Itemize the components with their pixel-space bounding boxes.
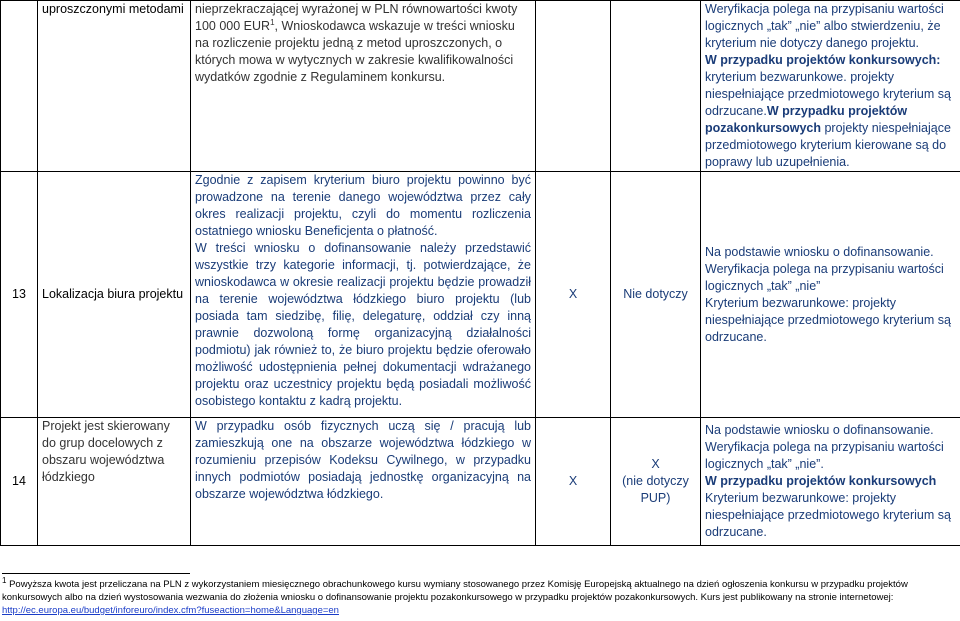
description-text: W treści wniosku o dofinansowanie należy przedstawić wszystkie trzy kategorie informacji, tj. potwierdzające, że wnioskodawca w okresie realizacji projektu będzie prowadził na terenie województwa łódzkiego biuro projektu (lub posiada tam siedzibę, filię, delegaturę, oddział czy inną prawnie dozwoloną formę organizacyjną działalności podmiotu) jak również to, że biuro projektu będzie oferowało możliwość udostępnienia pełnej dokumentacji wdrażanego projektu oraz uczestnicy projektu będą posiadali możliwość osobistego kontaktu z kadrą projektu. [195,241,531,408]
note-text: projekty niespełniające przedmiotowego kryterium kierowane są do poprawy lub uzupełnienia. [705,121,951,169]
row-number: 13 [1,172,38,418]
applies-cell [611,1,701,172]
applies-text: (nie dotyczy PUP) [622,474,689,505]
note-text: Na podstawie wniosku o dofinansowanie. [705,423,934,437]
mark-cell: X [536,172,611,418]
mark-cell: X [536,418,611,546]
note-text: Weryfikacja polega na przypisaniu wartości logicznych „tak” „nie” [705,261,944,293]
mark-cell [536,1,611,172]
applies-cell [611,418,701,546]
note-heading: W przypadku projektów konkursowych [705,474,937,488]
note-text: Weryfikacja polega na przypisaniu wartości logicznych „tak” „nie”. [705,440,944,471]
criterion-description [191,1,536,172]
footnote [2,575,958,617]
criterion-name: Lokalizacja biura projektu [38,172,191,418]
row-number: 14 [1,418,38,546]
note-text: Weryfikacja polega na przypisaniu wartości logicznych „tak” „nie” albo stwierdzeniu, że kryterium nie dotyczy danego projektu. [705,2,944,50]
footnote-number: 1 [2,575,7,585]
footnote-separator [2,573,190,574]
note-text: kryterium bezwarunkowe. projekty niespełniające przedmiotowego kryterium są odrzucane. [705,70,951,118]
footnote-link[interactable]: http://ec.europa.eu/budget/inforeuro/index.cfm?fuseaction=home&Language=en [2,605,339,616]
footnote-ref: 1 [270,17,275,27]
assessment-note [701,418,960,546]
criterion-description: W przypadku osób fizycznych uczą się / pracują lub zamieszkują one na obszarze województwa łódzkiego w rozumieniu przepisów Kodeksu Cywilnego, w przypadku innych podmiotów posiadają jednostkę organizacyjną na obszarze województwa łódzkiego. [191,418,536,546]
assessment-note [701,172,960,418]
note-text: Kryterium bezwarunkowe: projekty niespełniające przedmiotowego kryterium są odrzucane. [705,295,951,344]
description-text: , Wnioskodawca wskazuje w treści wniosku na rozliczenie projektu jedną z metod uproszczonych, o których mowa w wytycznych w zakresie kwalifikowalności wydatków zgodnie z Regulaminem konkursu. [195,19,515,84]
table-row [1,1,960,172]
description-text: nieprzekraczającej wyrażonej w PLN równowartości kwoty 100 000 EUR [195,2,518,33]
table-row [1,172,960,418]
criterion-name: uproszczonymi metodami [38,1,191,172]
footnote-text: Powyższa kwota jest przeliczana na PLN z wykorzystaniem miesięcznego obrachunkowego kursu wymiany stosowanego przez Komisję Europejską aktualnego na dzień ogłoszenia konkursu w przypadku projektów konkursowych albo na dzień wystosowania wezwania do złożenia wniosku o dofinansowanie projektu pozakonkursowego w przypadku projektów pozakonkursowych. Kurs jest publikowany na stronie internetowej: [2,579,908,603]
applies-mark: X [651,457,660,471]
criterion-description [191,172,536,418]
description-text: Zgodnie z zapisem kryterium biuro projektu powinno być prowadzone na terenie danego województwa przez cały okres realizacji projektu, czyli do momentu rozliczenia ostatniego wniosku Beneficjenta o płatność. [195,173,531,238]
table-row [1,418,960,546]
note-heading: W przypadku projektów konkursowych: [705,53,941,67]
row-number [1,1,38,172]
assessment-note [701,1,960,172]
note-heading: W przypadku projektów pozakonkursowych [705,104,908,135]
note-text: Kryterium bezwarunkowe: projekty niespełniające przedmiotowego kryterium są odrzucane. [705,491,951,539]
applies-cell: Nie dotyczy [611,172,701,418]
criterion-name: Projekt jest skierowany do grup docelowych z obszaru województwa łódzkiego [38,418,191,546]
note-text: Na podstawie wniosku o dofinansowanie. [705,244,934,259]
